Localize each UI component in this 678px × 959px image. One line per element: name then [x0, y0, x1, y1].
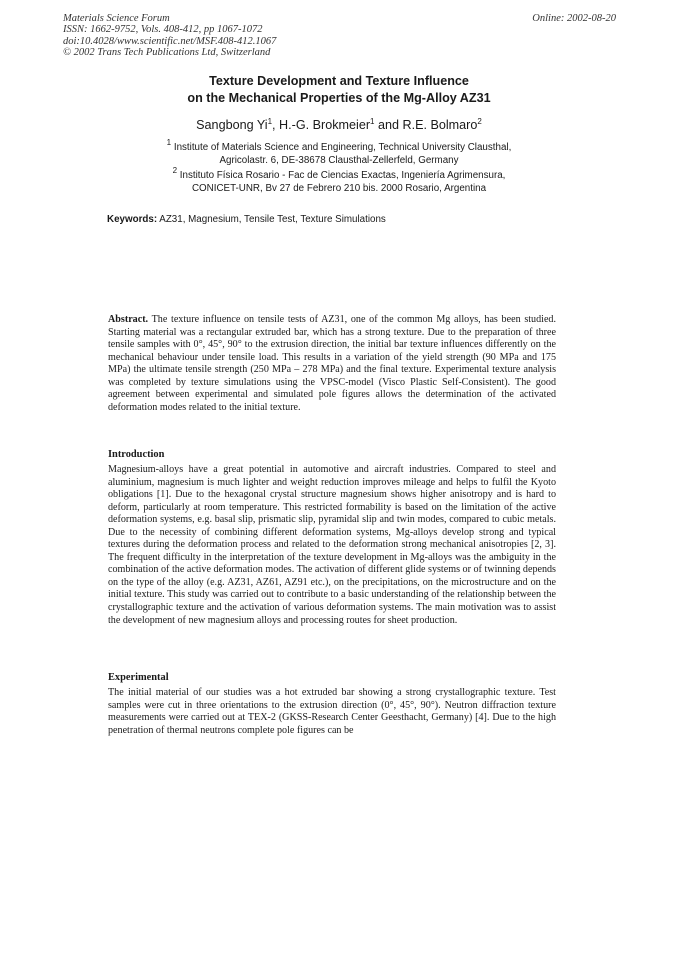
abstract-label: Abstract. [108, 314, 149, 325]
author-separator: , [272, 118, 280, 132]
section-heading-introduction: Introduction [108, 449, 165, 460]
author-name: H.-G. Brokmeier [279, 118, 371, 132]
affiliation-line: Agricolastr. 6, DE-38678 Clausthal-Zellerfeld, Germany [219, 155, 459, 166]
doi-line[interactable]: doi:10.4028/www.scientific.net/MSF.408-412.1067 [63, 35, 277, 47]
issn-line: ISSN: 1662-9752, Vols. 408-412, pp 1067-1072 [63, 24, 263, 36]
author-affiliation-mark: 2 [477, 117, 482, 126]
author-separator: and [374, 118, 403, 132]
journal-name: Materials Science Forum [63, 13, 170, 24]
copyright-line: © 2002 Trans Tech Publications Ltd, Switzerland [63, 47, 271, 59]
title-line-1: Texture Development and Texture Influence [209, 74, 469, 88]
affiliation-2 [0, 166, 678, 195]
keywords-text: AZ31, Magnesium, Tensile Test, Texture Simulations [159, 214, 386, 225]
abstract-text: The texture influence on tensile tests of AZ31, one of the common Mg alloys, has been studied. Starting material was a rectangular extruded bar, which has a strong texture. Due to the preparation of three tensile samples with 0°, 45°, 90° to the extrusion direction, the initial bar texture influences differently on the mechanical behaviour under tensile load. This results in a variation of the yield strength (90 MPa and 175 MPa) the ultimate tensile strength (250 MPa – 278 MPa) and the final texture. Experimental texture analysis was completed by texture simulations using the VPSC-model (Visco Plastic Self-Consistent). The good agreement between experimental and simulated pole figures allows the determination of the activated deformation modes related to the initial texture. [108, 314, 557, 413]
affiliation-line: CONICET-UNR, Bv 27 de Febrero 210 bis. 2000 Rosario, Argentina [191, 183, 487, 194]
experimental-paragraph: The initial material of our studies was a hot extruded bar showing a strong crystallographic texture. Test samples were cut in three orientations to the extrusion direction (0°, 45°, 90°). Neutron diffraction texture measurements were carried out at TEX-2 (GKSS-Research Center Geesthacht, Germany) [4]. Due to the high penetration of thermal neutrons complete pole figures can be [108, 687, 556, 736]
online-date: Online: 2002-08-20 [532, 13, 616, 24]
section-heading-experimental: Experimental [108, 672, 169, 683]
paper-title [0, 73, 678, 106]
affiliation-mark: 1 [166, 138, 172, 147]
affiliation-line: Institute of Materials Science and Engineering, Technical University Clausthal, [173, 142, 512, 153]
affiliation-line: Instituto Física Rosario - Fac de Ciencias Exactas, Ingeniería Agrimensura, [179, 170, 506, 181]
author-name: R.E. Bolmaro [402, 118, 478, 132]
journal-header [63, 13, 276, 59]
author-name: Sangbong Yi [196, 118, 268, 132]
author-affiliation-mark: 1 [370, 117, 375, 126]
keywords-label: Keywords: [107, 214, 158, 225]
affiliation-mark: 2 [172, 166, 178, 175]
introduction-paragraph: Magnesium-alloys have a great potential in automotive and aircraft industries. Compared to steel and aluminium, magnesium is much lighter and weight reduction improves mileage and helps to fulfil the Kyoto obligations [1]. Due to the hexagonal crystal structure magnesium shows higher anisotropy and is hard to deform, particularly at room temperature. This restricted formability is based on the limitation of the active deformation systems, e.g. basal slip, prismatic slip, pyramidal slip and twin modes, compared to cubic metals. Due to the necessity of combining different deformation systems, Mg-alloys develop strong and typical textures during the deformation process and related to the deformation strong mechanical anisotropies [2, 3]. The frequent difficulty in the interpretation of the texture development in Mg-alloys was the ambiguity in the combination of the active deformation modes. The activation of different glide systems or of twinning depends on the type of the alloy (e.g. AZ31, AZ61, AZ91 etc.), on the precipitations, on the microstructure and on the initial texture. This study was carried out to contribute to a basic understanding of the relationship between the crystallographic texture and the activation of various deformation systems. The main motivation was to assist the development of new magnesium alloys and processing routes for sheet production. [108, 464, 556, 626]
author-list [0, 118, 678, 132]
affiliation-1 [0, 138, 678, 167]
title-line-2: on the Mechanical Properties of the Mg-Alloy AZ31 [187, 90, 491, 105]
author-affiliation-mark: 1 [267, 117, 273, 126]
abstract [108, 314, 556, 414]
keywords [107, 214, 386, 225]
